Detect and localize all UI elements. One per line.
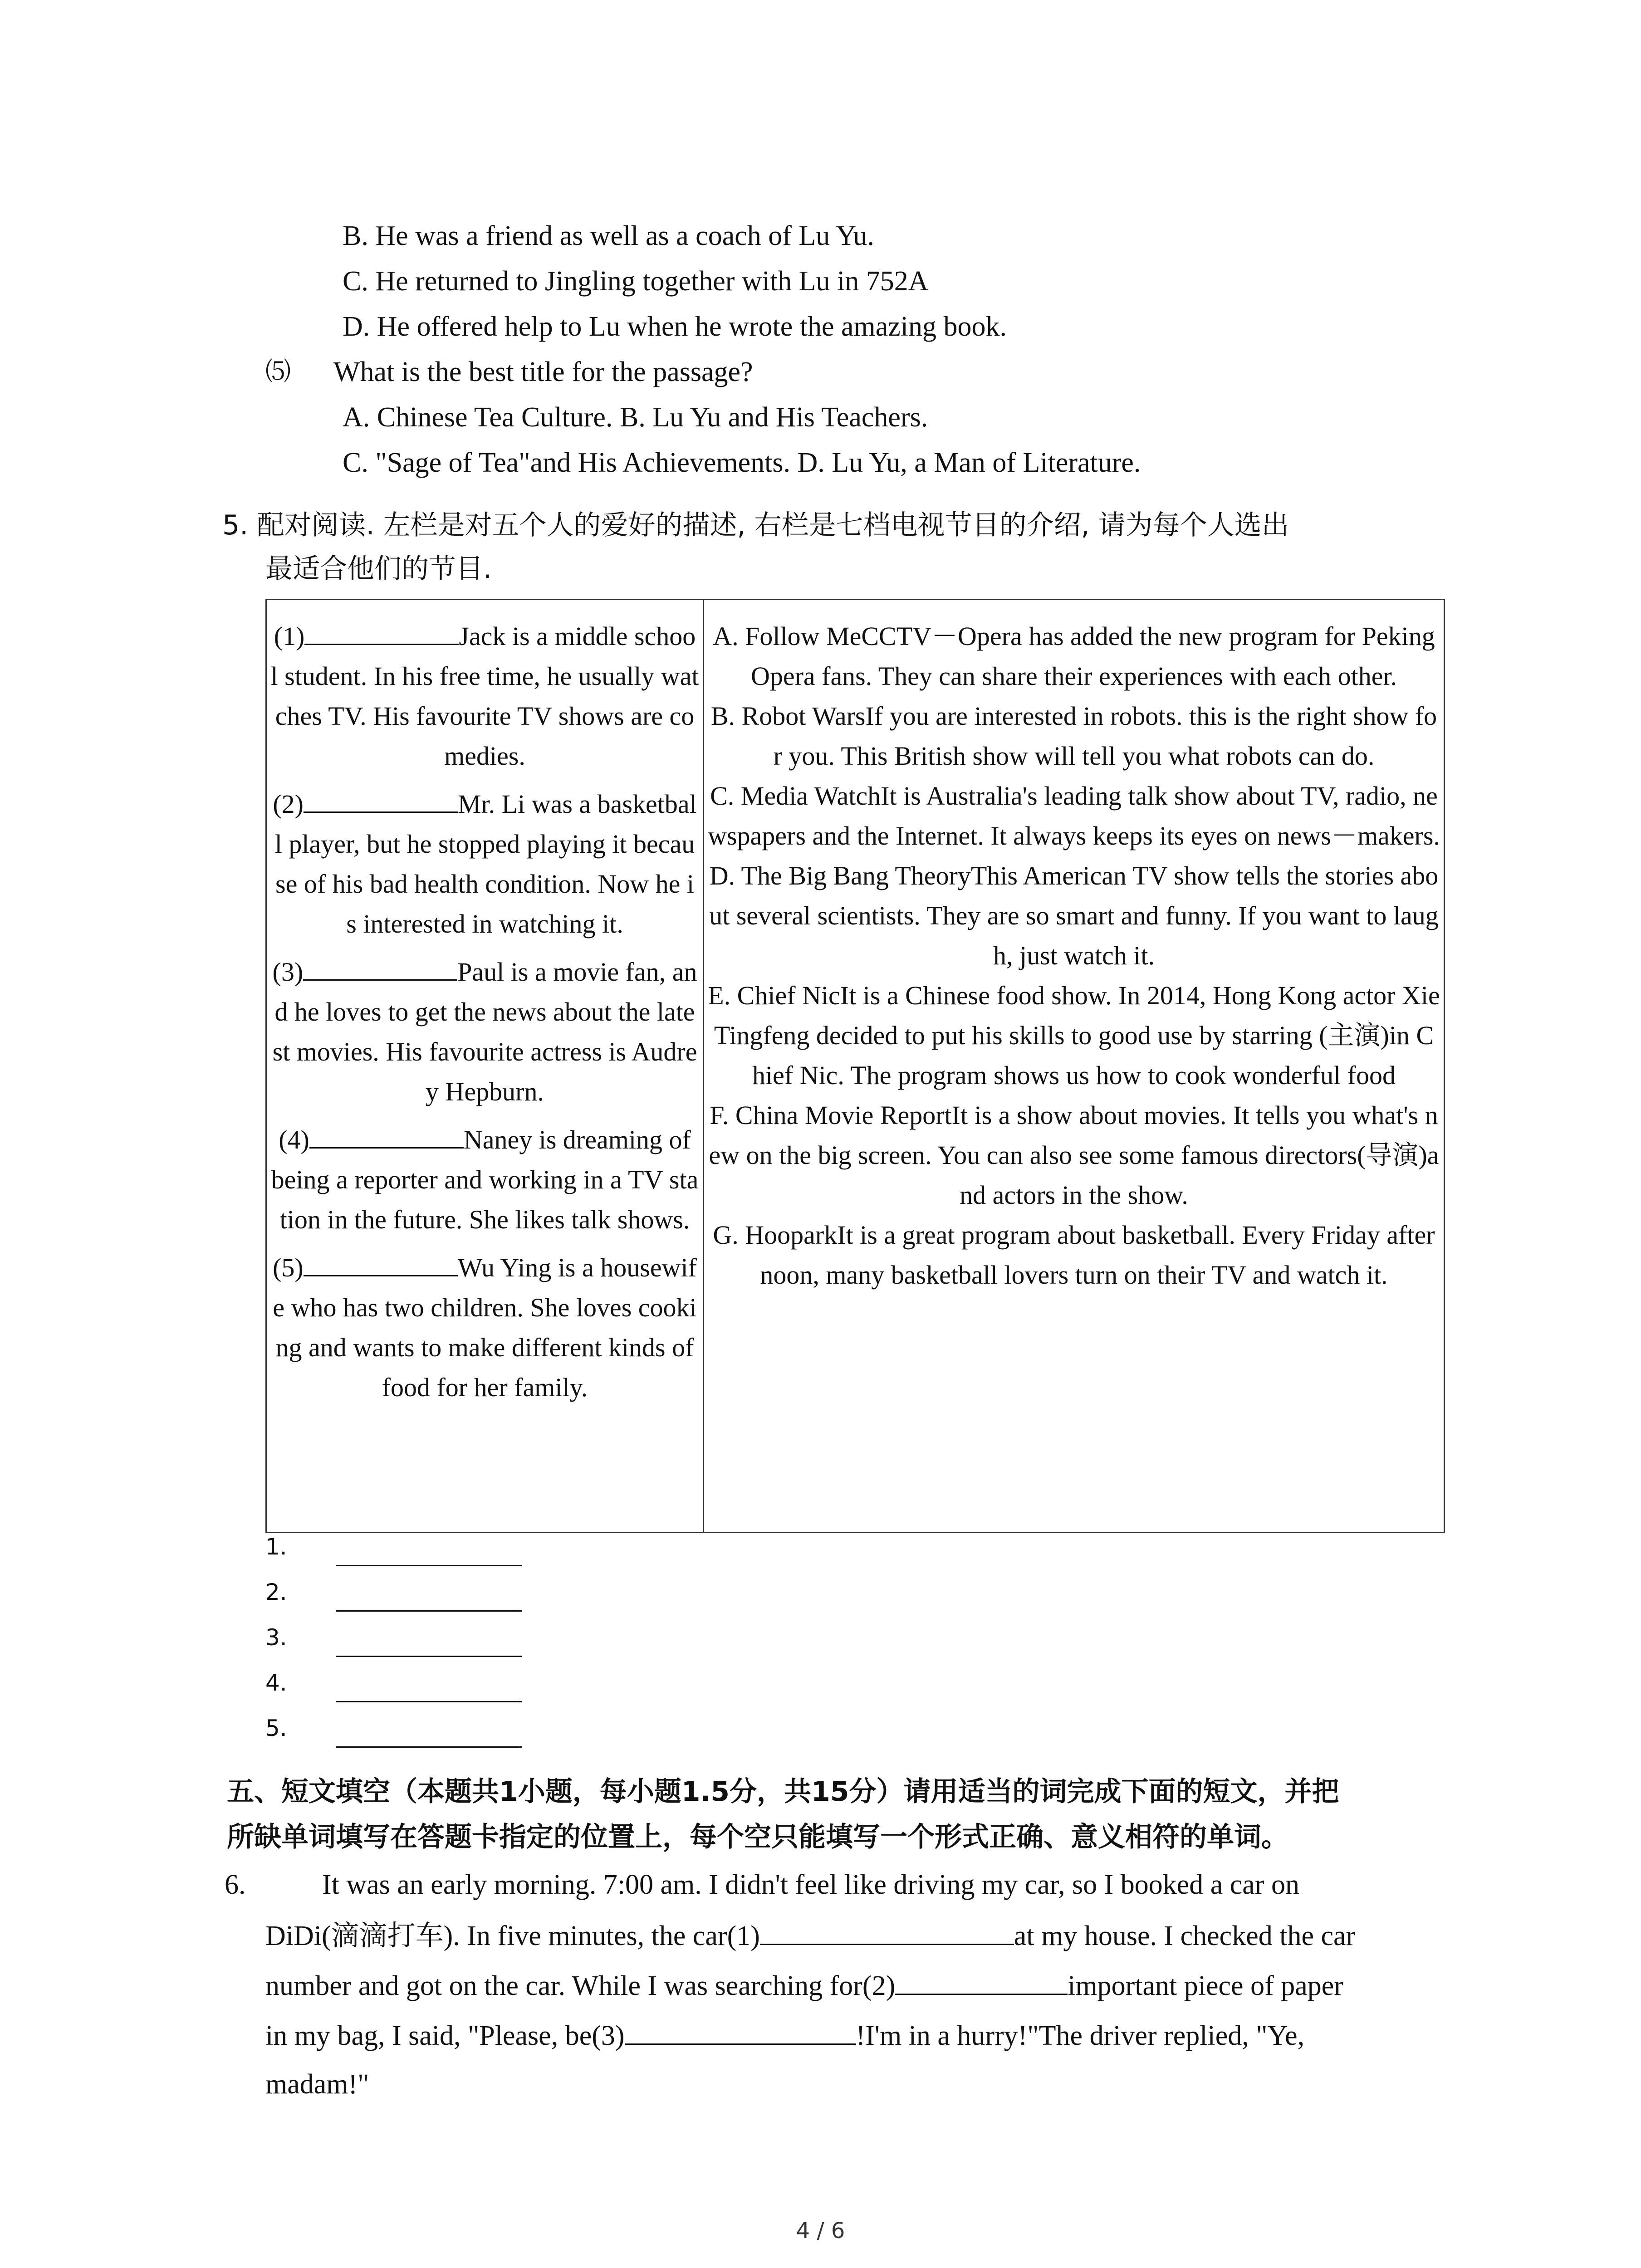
q6-line-3-b: important piece of paper <box>1068 1970 1343 2001</box>
section5-heading-2: 所缺单词填写在答题卡指定的位置上，每个空只能填写一个形式正确、意义相符的单词。 <box>227 1821 1288 1853</box>
q6-line-4-b: !I'm in a hurry!"The driver replied, "Ye, <box>856 2020 1305 2051</box>
q6-line-1: It was an early morning. 7:00 am. I didn't feel like driving my car, so I booked a car on <box>322 1869 1299 1900</box>
q5-options-1: A. Chinese Tea Culture. B. Lu Yu and His Teachers. <box>343 402 928 433</box>
answer-line-2[interactable] <box>336 1610 522 1612</box>
person-1-text: Jack is a middle school student. In his free time, he usually watches TV. His favourite TV shows are comedies. <box>270 621 699 771</box>
q5-matching-title-1: 5. 配对阅读. 左栏是对五个人的爱好的描述, 右栏是七档电视节目的介绍, 请为每个人选出 <box>222 509 1289 541</box>
q6-line-2-a: DiDi(滴滴打车). In five minutes, the car(1) <box>265 1921 760 1951</box>
answer-line-5[interactable] <box>336 1746 522 1748</box>
q6-line-2-b: at my house. I checked the car <box>1014 1921 1356 1951</box>
person-1-blank[interactable] <box>304 616 459 645</box>
q6-line-5: madam!" <box>265 2069 369 2100</box>
right-column <box>704 600 1445 1533</box>
answer-label-1: 1. <box>265 1534 287 1560</box>
person-4 <box>270 1120 699 1240</box>
section5-heading-1: 五、短文填空（本题共1小题，每小题1.5分，共15分）请用适当的词完成下面的短文，并把 <box>227 1776 1339 1808</box>
matching-table <box>265 599 1445 1533</box>
person-1-number: (1) <box>274 621 305 651</box>
blank-3[interactable] <box>625 2016 856 2045</box>
program-e: E. Chief NicIt is a Chinese food show. In 2014, Hong Kong actor Xie Tingfeng decided to put his skills to good use by starring (主演)in Chief Nic. The program shows us how to cook wonderful food <box>708 981 1440 1090</box>
answer-line-1[interactable] <box>336 1565 522 1566</box>
person-4-number: (4) <box>279 1125 309 1154</box>
program-b: B. Robot WarsIf you are interested in robots. this is the right show for you. This British show will tell you what robots can do. <box>710 701 1437 771</box>
q6-line-2 <box>265 1916 1355 1954</box>
left-column <box>266 600 704 1533</box>
answer-line-4[interactable] <box>336 1701 522 1702</box>
person-3 <box>270 952 699 1112</box>
q5-question: What is the best title for the passage? <box>333 357 753 387</box>
person-5-blank[interactable] <box>304 1248 458 1276</box>
person-2 <box>270 784 699 944</box>
program-f: F. China Movie ReportIt is a show about movies. It tells you what's new on the big screen. You can also see some famous directors(导演)and actors in the show. <box>709 1100 1439 1210</box>
blank-2[interactable] <box>895 1966 1068 1995</box>
page-number: 4 / 6 <box>796 2218 845 2244</box>
q6-number: 6. <box>225 1869 246 1900</box>
answer-label-5: 5. <box>265 1715 287 1741</box>
q4-option-b: B. He was a friend as well as a coach of Lu Yu. <box>343 220 874 251</box>
program-a: A. Follow MeCCTV－Opera has added the new program for Peking Opera fans. They can share their experiences with each other. <box>713 621 1435 691</box>
q5-number: ⑸ <box>265 357 291 386</box>
person-2-number: (2) <box>273 789 304 819</box>
person-3-text: Paul is a movie fan, and he loves to get the news about the latest movies. His favourite actress is Audrey Hepburn. <box>272 957 697 1106</box>
q5-options-2: C. "Sage of Tea"and His Achievements. D. Lu Yu, a Man of Literature. <box>343 447 1141 478</box>
answer-line-3[interactable] <box>336 1656 522 1657</box>
q6-line-4-a: in my bag, I said, "Please, be(3) <box>265 2020 625 2051</box>
person-2-text: Mr. Li was a basketball player, but he stopped playing it because of his bad health condition. Now he is interested in watching it. <box>274 789 697 938</box>
person-3-blank[interactable] <box>303 952 457 981</box>
person-4-blank[interactable] <box>309 1120 464 1149</box>
q4-option-d: D. He offered help to Lu when he wrote the amazing book. <box>343 311 1007 342</box>
person-3-number: (3) <box>272 957 304 987</box>
answer-label-2: 2. <box>265 1579 287 1605</box>
q6-line-3-a: number and got on the car. While I was searching for(2) <box>265 1970 896 2001</box>
person-5-number: (5) <box>273 1253 304 1282</box>
person-5-text: Wu Ying is a housewife who has two children. She loves cooking and wants to make different kinds of food for her family. <box>273 1253 697 1402</box>
program-g: G. HooparkIt is a great program about basketball. Every Friday afternoon, many basketball lovers turn on their TV and watch it. <box>713 1220 1435 1290</box>
q4-option-c: C. He returned to Jingling together with Lu in 752A <box>343 266 929 297</box>
q5-matching-title-2: 最适合他们的节目. <box>265 553 492 585</box>
q6-line-4 <box>265 2016 1304 2054</box>
answer-label-4: 4. <box>265 1670 287 1696</box>
program-c-d: C. Media WatchIt is Australia's leading talk show about TV, radio, newspapers and the Internet. It always keeps its eyes on news－makers. D. The Big Bang TheoryThis American TV show tells the stories about several scientists. They are so smart and funny. If you want to laugh, just watch it. <box>708 781 1440 970</box>
q6-line-3 <box>265 1966 1343 2004</box>
blank-1[interactable] <box>760 1916 1014 1945</box>
answer-label-3: 3. <box>265 1624 287 1651</box>
person-4-text: Naney is dreaming of being a reporter and working in a TV station in the future. She likes talk shows. <box>271 1125 699 1234</box>
person-5 <box>270 1248 699 1408</box>
person-2-blank[interactable] <box>304 784 458 813</box>
person-1 <box>270 616 699 776</box>
